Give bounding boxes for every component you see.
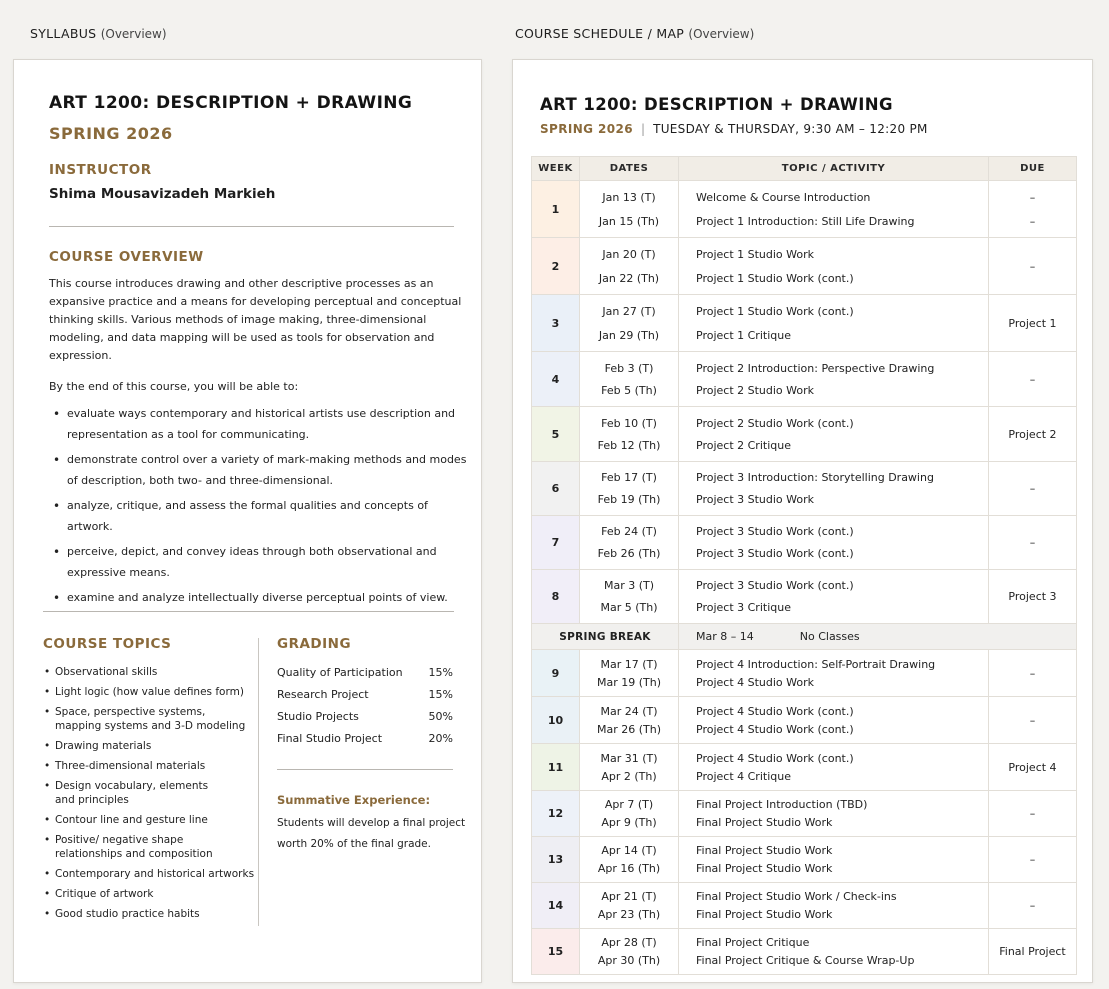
outcomes-list	[49, 404, 474, 614]
spring-break-info	[679, 624, 1077, 650]
week-number: 2	[532, 238, 580, 295]
topic-cell	[679, 929, 989, 975]
overview-paragraph	[49, 275, 464, 365]
topic-cell	[679, 516, 989, 570]
schedule-body	[532, 181, 1077, 975]
topic: Project 4 Studio Work (cont.)	[696, 704, 854, 718]
week-number: 8	[532, 570, 580, 624]
topic-cell	[679, 570, 989, 624]
instructor-name: Shima Mousavizadeh Markieh	[49, 186, 276, 202]
syllabus-course-title: ART 1200: DESCRIPTION + DRAWING	[49, 93, 413, 113]
grading-item: Final Studio Project	[277, 732, 383, 745]
dates-cell	[580, 697, 679, 744]
list-item	[43, 759, 268, 773]
topic: Final Project Studio Work	[696, 844, 833, 857]
due-cell	[989, 516, 1077, 570]
table-row	[532, 837, 1077, 883]
list-item	[43, 813, 268, 827]
schedule-subtitle	[540, 122, 928, 136]
table-row	[532, 744, 1077, 791]
schedule-term: SPRING 2026	[540, 122, 634, 136]
topic: Final Project Studio Work	[696, 908, 833, 921]
dates-cell	[580, 883, 679, 929]
meeting-times: TUESDAY & THURSDAY, 9:30 AM – 12:20 PM	[653, 122, 928, 136]
dates-cell	[580, 516, 679, 570]
list-item	[43, 887, 268, 901]
due-cell	[989, 929, 1077, 975]
list-item	[43, 779, 268, 807]
schedule-caption-sub: (Overview)	[688, 27, 755, 41]
date: Mar 17 (T)	[600, 657, 658, 671]
date: Apr 28 (T)	[601, 936, 657, 949]
outcome-line: expressive means.	[67, 565, 170, 579]
grading-percent: 20%	[428, 732, 453, 745]
schedule-panel	[512, 59, 1093, 983]
topic-cell	[679, 462, 989, 516]
dates-cell	[580, 295, 679, 352]
dates-cell	[580, 462, 679, 516]
column-header-week: WEEK	[532, 157, 580, 181]
dates-cell	[580, 352, 679, 407]
due-cell	[989, 744, 1077, 791]
overview-heading: COURSE OVERVIEW	[49, 249, 204, 265]
schedule-caption-main: COURSE SCHEDULE / MAP	[515, 26, 685, 41]
topic: Project 3 Studio Work	[696, 493, 815, 506]
topic-line: • Space, perspective systems,	[55, 706, 206, 718]
due-item: Final Project	[999, 945, 1066, 958]
topic-line: • Contemporary and historical artworks	[55, 868, 255, 880]
date: Mar 31 (T)	[600, 751, 658, 765]
due-item: –	[1029, 853, 1036, 866]
date: Jan 13 (T)	[602, 190, 656, 204]
week-number: 9	[532, 650, 580, 697]
date: Mar 3 (T)	[603, 579, 655, 592]
due-item: –	[1029, 482, 1036, 495]
due-item: Project 2	[1008, 427, 1057, 441]
outcome-line: • demonstrate control over a variety of mark-making methods and modes	[67, 453, 467, 466]
date: Feb 26 (Th)	[597, 547, 661, 560]
instructor-heading: INSTRUCTOR	[49, 162, 152, 178]
topic-cell	[679, 352, 989, 407]
table-row	[532, 883, 1077, 929]
outcome-line: • analyze, critique, and assess the formal qualities and concepts of artwork.	[67, 499, 428, 533]
table-row	[532, 791, 1077, 837]
dates-cell	[580, 837, 679, 883]
grading-percent: 15%	[428, 688, 453, 701]
syllabus-term: SPRING 2026	[49, 124, 173, 143]
syllabus-panel	[13, 59, 482, 983]
topic-line: mapping systems and 3-D modeling	[55, 720, 246, 732]
topic: Project 1 Studio Work (cont.)	[696, 271, 854, 285]
due-item: –	[1029, 666, 1036, 680]
date: Feb 3 (T)	[604, 361, 654, 375]
syllabus-caption-sub: (Overview)	[100, 27, 167, 41]
topic-line: • Design vocabulary, elements	[55, 780, 209, 792]
due-item: –	[1029, 899, 1036, 912]
topic: Project 2 Introduction: Perspective Drawing	[696, 361, 935, 375]
dates-cell	[580, 238, 679, 295]
summative-text	[277, 813, 465, 855]
due-item: –	[1029, 807, 1036, 820]
topic-cell	[679, 407, 989, 462]
table-header-row	[532, 157, 1077, 181]
syllabus-caption	[30, 26, 167, 41]
date: Feb 10 (T)	[601, 416, 657, 430]
topic-line: and principles	[55, 794, 129, 806]
week-number: 10	[532, 697, 580, 744]
topic: Project 1 Studio Work	[696, 247, 815, 261]
week-number: 6	[532, 462, 580, 516]
outcome-line: representation as a tool for communicating.	[67, 427, 310, 441]
spring-break-label: SPRING BREAK	[532, 624, 679, 650]
date: Jan 20 (T)	[602, 247, 656, 261]
due-cell	[989, 570, 1077, 624]
topic-line: • Observational skills	[55, 666, 158, 678]
column-header-dates: DATES	[580, 157, 679, 181]
divider	[49, 226, 454, 227]
date: Apr 7 (T)	[604, 798, 654, 811]
overview-line: This course introduces drawing and other descriptive processes as an	[49, 277, 434, 290]
date: Mar 24 (T)	[600, 704, 658, 718]
topic: Final Project Studio Work	[696, 816, 833, 829]
list-item	[49, 588, 474, 609]
summative-title: Summative Experience:	[277, 793, 431, 807]
table-row	[532, 407, 1077, 462]
week-number: 15	[532, 929, 580, 975]
topic: Project 4 Studio Work (cont.)	[696, 722, 854, 736]
topic: Final Project Studio Work	[696, 862, 833, 875]
topic: Project 1 Critique	[696, 328, 791, 342]
topic-cell	[679, 697, 989, 744]
overview-line: modeling, and data mapping will be used as tools for observation and	[49, 331, 435, 344]
dates-cell	[580, 407, 679, 462]
topic-cell	[679, 791, 989, 837]
topic-cell	[679, 181, 989, 238]
date: Apr 16 (Th)	[597, 862, 661, 875]
topic-line: relationships and composition	[55, 848, 213, 860]
table-row	[532, 650, 1077, 697]
date: Feb 17 (T)	[601, 471, 657, 484]
column-header-topic: TOPIC / ACTIVITY	[679, 157, 989, 181]
table-row	[532, 295, 1077, 352]
date: Apr 21 (T)	[601, 890, 657, 903]
date: Jan 27 (T)	[602, 304, 656, 318]
list-item	[43, 685, 268, 699]
week-number: 13	[532, 837, 580, 883]
list-item	[49, 404, 474, 445]
topic: Final Project Introduction (TBD)	[696, 798, 868, 811]
list-item	[49, 450, 474, 491]
week-number: 7	[532, 516, 580, 570]
table-row	[532, 352, 1077, 407]
due-cell	[989, 791, 1077, 837]
summative-line: Students will develop a final project	[277, 817, 466, 829]
topic-line: • Drawing materials	[55, 740, 152, 752]
due-cell	[989, 837, 1077, 883]
due-item: Project 1	[1008, 316, 1057, 330]
due-cell	[989, 238, 1077, 295]
dates-cell	[580, 181, 679, 238]
topic-cell	[679, 883, 989, 929]
grading-item: Studio Projects	[277, 710, 359, 723]
column-divider	[258, 638, 259, 926]
date: Mar 5 (Th)	[600, 601, 658, 614]
grading-item: Research Project	[277, 688, 369, 701]
due-item: –	[1029, 190, 1036, 204]
due-item: –	[1029, 372, 1036, 386]
topic: Project 3 Critique	[696, 601, 791, 614]
list-item	[49, 542, 474, 583]
date: Feb 19 (Th)	[597, 493, 661, 506]
dates-cell	[580, 650, 679, 697]
grading-heading: GRADING	[277, 636, 352, 652]
topic: Project 4 Studio Work (cont.)	[696, 751, 854, 765]
topic: Project 2 Studio Work (cont.)	[696, 416, 854, 430]
date: Apr 30 (Th)	[597, 954, 661, 967]
topic: Final Project Studio Work / Check-ins	[696, 890, 897, 903]
grading-row	[277, 710, 453, 723]
due-cell	[989, 883, 1077, 929]
outcome-line: of description, both two- and three-dimensional.	[67, 473, 333, 487]
week-number: 12	[532, 791, 580, 837]
topic: Project 3 Studio Work (cont.)	[696, 547, 854, 560]
list-item	[43, 833, 268, 861]
table-row	[532, 238, 1077, 295]
overview-line: expansive practice and a means for developing perceptual and conceptual	[49, 295, 462, 308]
due-cell	[989, 352, 1077, 407]
dates-cell	[580, 929, 679, 975]
topic-line: • Positive/ negative shape	[55, 834, 184, 846]
table-row	[532, 462, 1077, 516]
dates-cell	[580, 744, 679, 791]
due-item: –	[1029, 214, 1036, 228]
list-item	[43, 867, 268, 881]
schedule-table	[531, 156, 1077, 975]
list-item	[43, 739, 268, 753]
date: Feb 12 (Th)	[597, 438, 661, 452]
topic: Final Project Critique	[696, 936, 810, 949]
grading-percent: 50%	[428, 710, 453, 723]
topic-cell	[679, 295, 989, 352]
topic-line: • Light logic (how value defines form)	[55, 686, 244, 698]
date: Feb 24 (T)	[601, 525, 657, 538]
outcome-line: • evaluate ways contemporary and historical artists use description and	[67, 407, 456, 420]
week-number: 14	[532, 883, 580, 929]
topics-heading: COURSE TOPICS	[43, 636, 172, 652]
topic-cell	[679, 650, 989, 697]
spring-break-row	[532, 624, 1077, 650]
due-cell	[989, 295, 1077, 352]
topic: Project 3 Introduction: Storytelling Drawing	[696, 471, 934, 484]
date: Apr 14 (T)	[601, 844, 657, 857]
table-row	[532, 570, 1077, 624]
week-number: 5	[532, 407, 580, 462]
table-row	[532, 929, 1077, 975]
separator: |	[641, 122, 646, 136]
date: Apr 23 (Th)	[597, 908, 661, 921]
due-item: Project 4	[1008, 760, 1057, 774]
topic: Project 1 Introduction: Still Life Drawing	[696, 214, 915, 228]
week-number: 3	[532, 295, 580, 352]
topic: Project 4 Introduction: Self-Portrait Drawing	[696, 657, 936, 671]
due-cell	[989, 181, 1077, 238]
topic-line: • Three-dimensional materials	[55, 760, 206, 772]
grading-row	[277, 732, 453, 745]
list-item	[49, 496, 474, 537]
list-item	[43, 665, 268, 679]
topic: Project 4 Studio Work	[696, 675, 815, 689]
date: Jan 22 (Th)	[598, 271, 660, 285]
grading-row	[277, 666, 453, 679]
topic: Project 4 Critique	[696, 769, 791, 783]
topic-cell	[679, 837, 989, 883]
table-row	[532, 516, 1077, 570]
syllabus-caption-main: SYLLABUS	[30, 26, 97, 41]
outcome-line: • examine and analyze intellectually diverse perceptual points of view.	[67, 591, 448, 604]
date: Apr 9 (Th)	[601, 816, 657, 829]
grading-percent: 15%	[428, 666, 453, 679]
topic: Project 2 Critique	[696, 438, 791, 452]
column-header-due: DUE	[989, 157, 1077, 181]
outcomes-intro: By the end of this course, you will be able to:	[49, 380, 299, 393]
divider	[43, 611, 454, 612]
list-item	[43, 705, 268, 733]
grading-row	[277, 688, 453, 701]
list-item	[43, 907, 268, 921]
topic: Welcome & Course Introduction	[696, 190, 871, 204]
due-item: –	[1029, 713, 1036, 727]
overview-line: expression.	[49, 349, 112, 362]
week-number: 11	[532, 744, 580, 791]
topic: Final Project Critique & Course Wrap-Up	[696, 954, 915, 967]
topic-line: • Critique of artwork	[55, 888, 154, 900]
schedule-caption	[515, 26, 754, 41]
dates-cell	[580, 791, 679, 837]
week-number: 4	[532, 352, 580, 407]
date: Jan 29 (Th)	[598, 328, 660, 342]
dates-cell	[580, 570, 679, 624]
topic-cell	[679, 744, 989, 791]
week-number: 1	[532, 181, 580, 238]
divider	[277, 769, 453, 770]
due-cell	[989, 650, 1077, 697]
due-item: –	[1029, 536, 1036, 549]
due-cell	[989, 462, 1077, 516]
topics-list	[43, 665, 268, 927]
outcome-line: • perceive, depict, and convey ideas through both observational and	[67, 545, 437, 558]
topic-line: • Contour line and gesture line	[55, 814, 208, 826]
overview-line: thinking skills. Various methods of image making, three-dimensional	[49, 313, 427, 326]
due-cell	[989, 407, 1077, 462]
due-item: Project 3	[1008, 590, 1057, 603]
summative-line: worth 20% of the final grade.	[277, 838, 431, 850]
date: Apr 2 (Th)	[601, 769, 657, 783]
topic: Project 3 Studio Work (cont.)	[696, 525, 854, 538]
topic: Project 1 Studio Work (cont.)	[696, 304, 854, 318]
date: Feb 5 (Th)	[601, 383, 657, 397]
due-cell	[989, 697, 1077, 744]
date: Jan 15 (Th)	[598, 214, 660, 228]
date: Mar 26 (Th)	[596, 722, 662, 736]
topic-line: • Good studio practice habits	[55, 908, 200, 920]
schedule-course-title: ART 1200: DESCRIPTION + DRAWING	[540, 95, 893, 114]
table-row	[532, 697, 1077, 744]
table-row	[532, 181, 1077, 238]
spring-break-dates: Mar 8 – 14	[696, 630, 754, 643]
due-item: –	[1029, 259, 1036, 273]
topic-cell	[679, 238, 989, 295]
date: Mar 19 (Th)	[596, 675, 662, 689]
spring-break-note: No Classes	[799, 630, 860, 643]
topic: Project 3 Studio Work (cont.)	[696, 579, 854, 592]
grading-item: Quality of Participation	[277, 666, 403, 679]
topic: Project 2 Studio Work	[696, 383, 815, 397]
